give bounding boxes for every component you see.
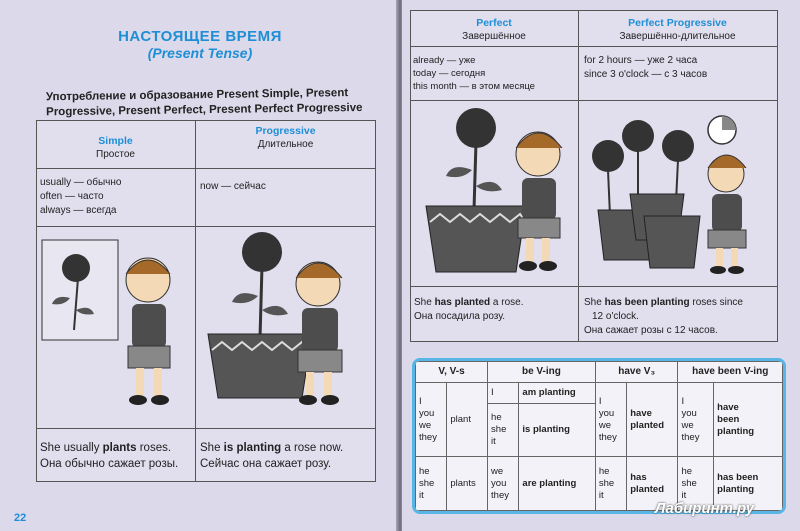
header-perfect-ru: Завершённое: [462, 31, 526, 42]
col-header-perfect-progressive: have been V-ing: [678, 362, 783, 383]
marker-always: always — всегда: [40, 205, 117, 216]
pronoun-cell: he she it: [416, 457, 447, 511]
perfect-example-en: [414, 296, 524, 310]
marker-today: today — сегодня: [413, 68, 486, 79]
pronoun-cell: I: [488, 383, 519, 404]
verb-bold: has planted: [434, 297, 491, 308]
header-pp-ru: Завершённо-длительное: [619, 31, 736, 42]
pronoun-cell: he she it: [595, 457, 626, 511]
marker-already: already — уже: [413, 55, 476, 66]
marker-usually: usually — обычно: [40, 177, 122, 188]
marker-often: often — часто: [40, 191, 104, 202]
page-title: [110, 28, 290, 61]
progressive-markers: [200, 180, 266, 194]
verb-cell: has planted: [627, 457, 678, 511]
header-simple-en: Simple: [98, 135, 133, 147]
header-progressive-ru: Длительное: [257, 139, 314, 150]
grid-divider: [578, 10, 579, 341]
pronoun-cell: I you we they: [416, 383, 447, 457]
simple-example-en: [40, 440, 178, 456]
text-pre: She: [200, 442, 224, 454]
simple-markers: [40, 176, 121, 218]
grid-divider: [410, 100, 777, 101]
subtitle: Употребление и образование Present Simple, Present Progressive, Present Perfect, Present Perfect Progressive: [45, 87, 363, 119]
header-progressive: [196, 124, 375, 152]
header-simple: [36, 134, 195, 162]
perfect-example-ru: Она посадила розу.: [414, 311, 506, 322]
pp-example: [584, 296, 743, 338]
header-simple-ru: Простое: [96, 149, 135, 160]
header-perfect-progressive: [579, 16, 776, 44]
header-perfect-en: Perfect: [476, 17, 512, 29]
girl-with-three-roses-illustration: [590, 106, 770, 281]
girl-planting-rose-illustration: [200, 226, 370, 426]
title-ru: НАСТОЯЩЕЕ ВРЕМЯ: [118, 28, 282, 45]
progressive-example-ru: Сейчас она сажает розу.: [200, 458, 332, 470]
text-post: a rose now.: [281, 442, 344, 454]
simple-example-ru: Она обычно сажает розы.: [40, 458, 179, 470]
verb-cell: plant: [447, 383, 488, 457]
watermark: Лабиринт.ру: [655, 500, 755, 517]
pronoun-cell: he she it: [678, 457, 714, 511]
verb-bold: is planting: [223, 442, 282, 454]
left-page: [0, 0, 398, 531]
verb-bold: has been planting: [604, 297, 690, 308]
marker-this-month: this month — в этом месяце: [413, 81, 535, 92]
page-number: 22: [14, 512, 27, 524]
grid-divider: [410, 286, 777, 287]
grid-divider: [195, 120, 196, 481]
grid-divider: [410, 46, 777, 47]
text-pre: She: [414, 297, 435, 308]
pp-markers: [584, 54, 707, 82]
pronoun-cell: I you we they: [595, 383, 626, 457]
pp-example-ru: Она сажает розы с 12 часов.: [584, 325, 718, 336]
verb-cell: has been planting: [714, 457, 783, 511]
perfect-markers: [413, 54, 535, 93]
verb-bold: plants: [102, 442, 137, 454]
text-post: a rose.: [490, 297, 524, 308]
marker-for-2-hours: for 2 hours — уже 2 часа: [584, 55, 698, 66]
col-header-perfect: have V₃: [595, 362, 678, 383]
text-pre: She usually: [40, 442, 103, 454]
verb-cell: am planting: [519, 383, 595, 404]
progressive-example-en: [200, 440, 343, 456]
verb-cell: is planting: [519, 403, 595, 457]
verb-cell: are planting: [519, 457, 595, 511]
pp-example-line2: 12 o'clock.: [592, 311, 639, 322]
pronoun-cell: he she it: [488, 403, 519, 457]
header-perfect: [410, 16, 578, 44]
grid-divider: [36, 168, 375, 169]
girl-with-planted-rose-illustration: [420, 106, 570, 281]
marker-now: now — сейчас: [200, 181, 266, 192]
title-en: (Present Tense): [147, 45, 253, 61]
text-post: roses since: [689, 297, 743, 308]
pp-example-en: [584, 296, 743, 310]
progressive-example: [200, 440, 343, 472]
pronoun-cell: we you they: [488, 457, 519, 511]
pronoun-cell: I you we they: [678, 383, 714, 457]
text-pre: She: [584, 297, 605, 308]
girl-with-rose-picture-illustration: [40, 238, 190, 423]
header-pp-en: Perfect Progressive: [628, 17, 727, 29]
verb-cell: have planted: [627, 383, 678, 457]
grid-divider: [36, 428, 375, 429]
header-progressive-en: Progressive: [255, 125, 316, 137]
perfect-example: [414, 296, 524, 324]
col-header-progressive: be V-ing: [488, 362, 596, 383]
simple-example: [40, 440, 178, 472]
verb-cell: have been planting: [714, 383, 783, 457]
verb-cell: plants: [447, 457, 488, 511]
conjugation-table: [412, 358, 786, 514]
col-header-simple: V, V-s: [416, 362, 488, 383]
marker-since-3: since 3 o'clock — с 3 часов: [584, 69, 708, 80]
text-post: roses.: [136, 442, 172, 454]
